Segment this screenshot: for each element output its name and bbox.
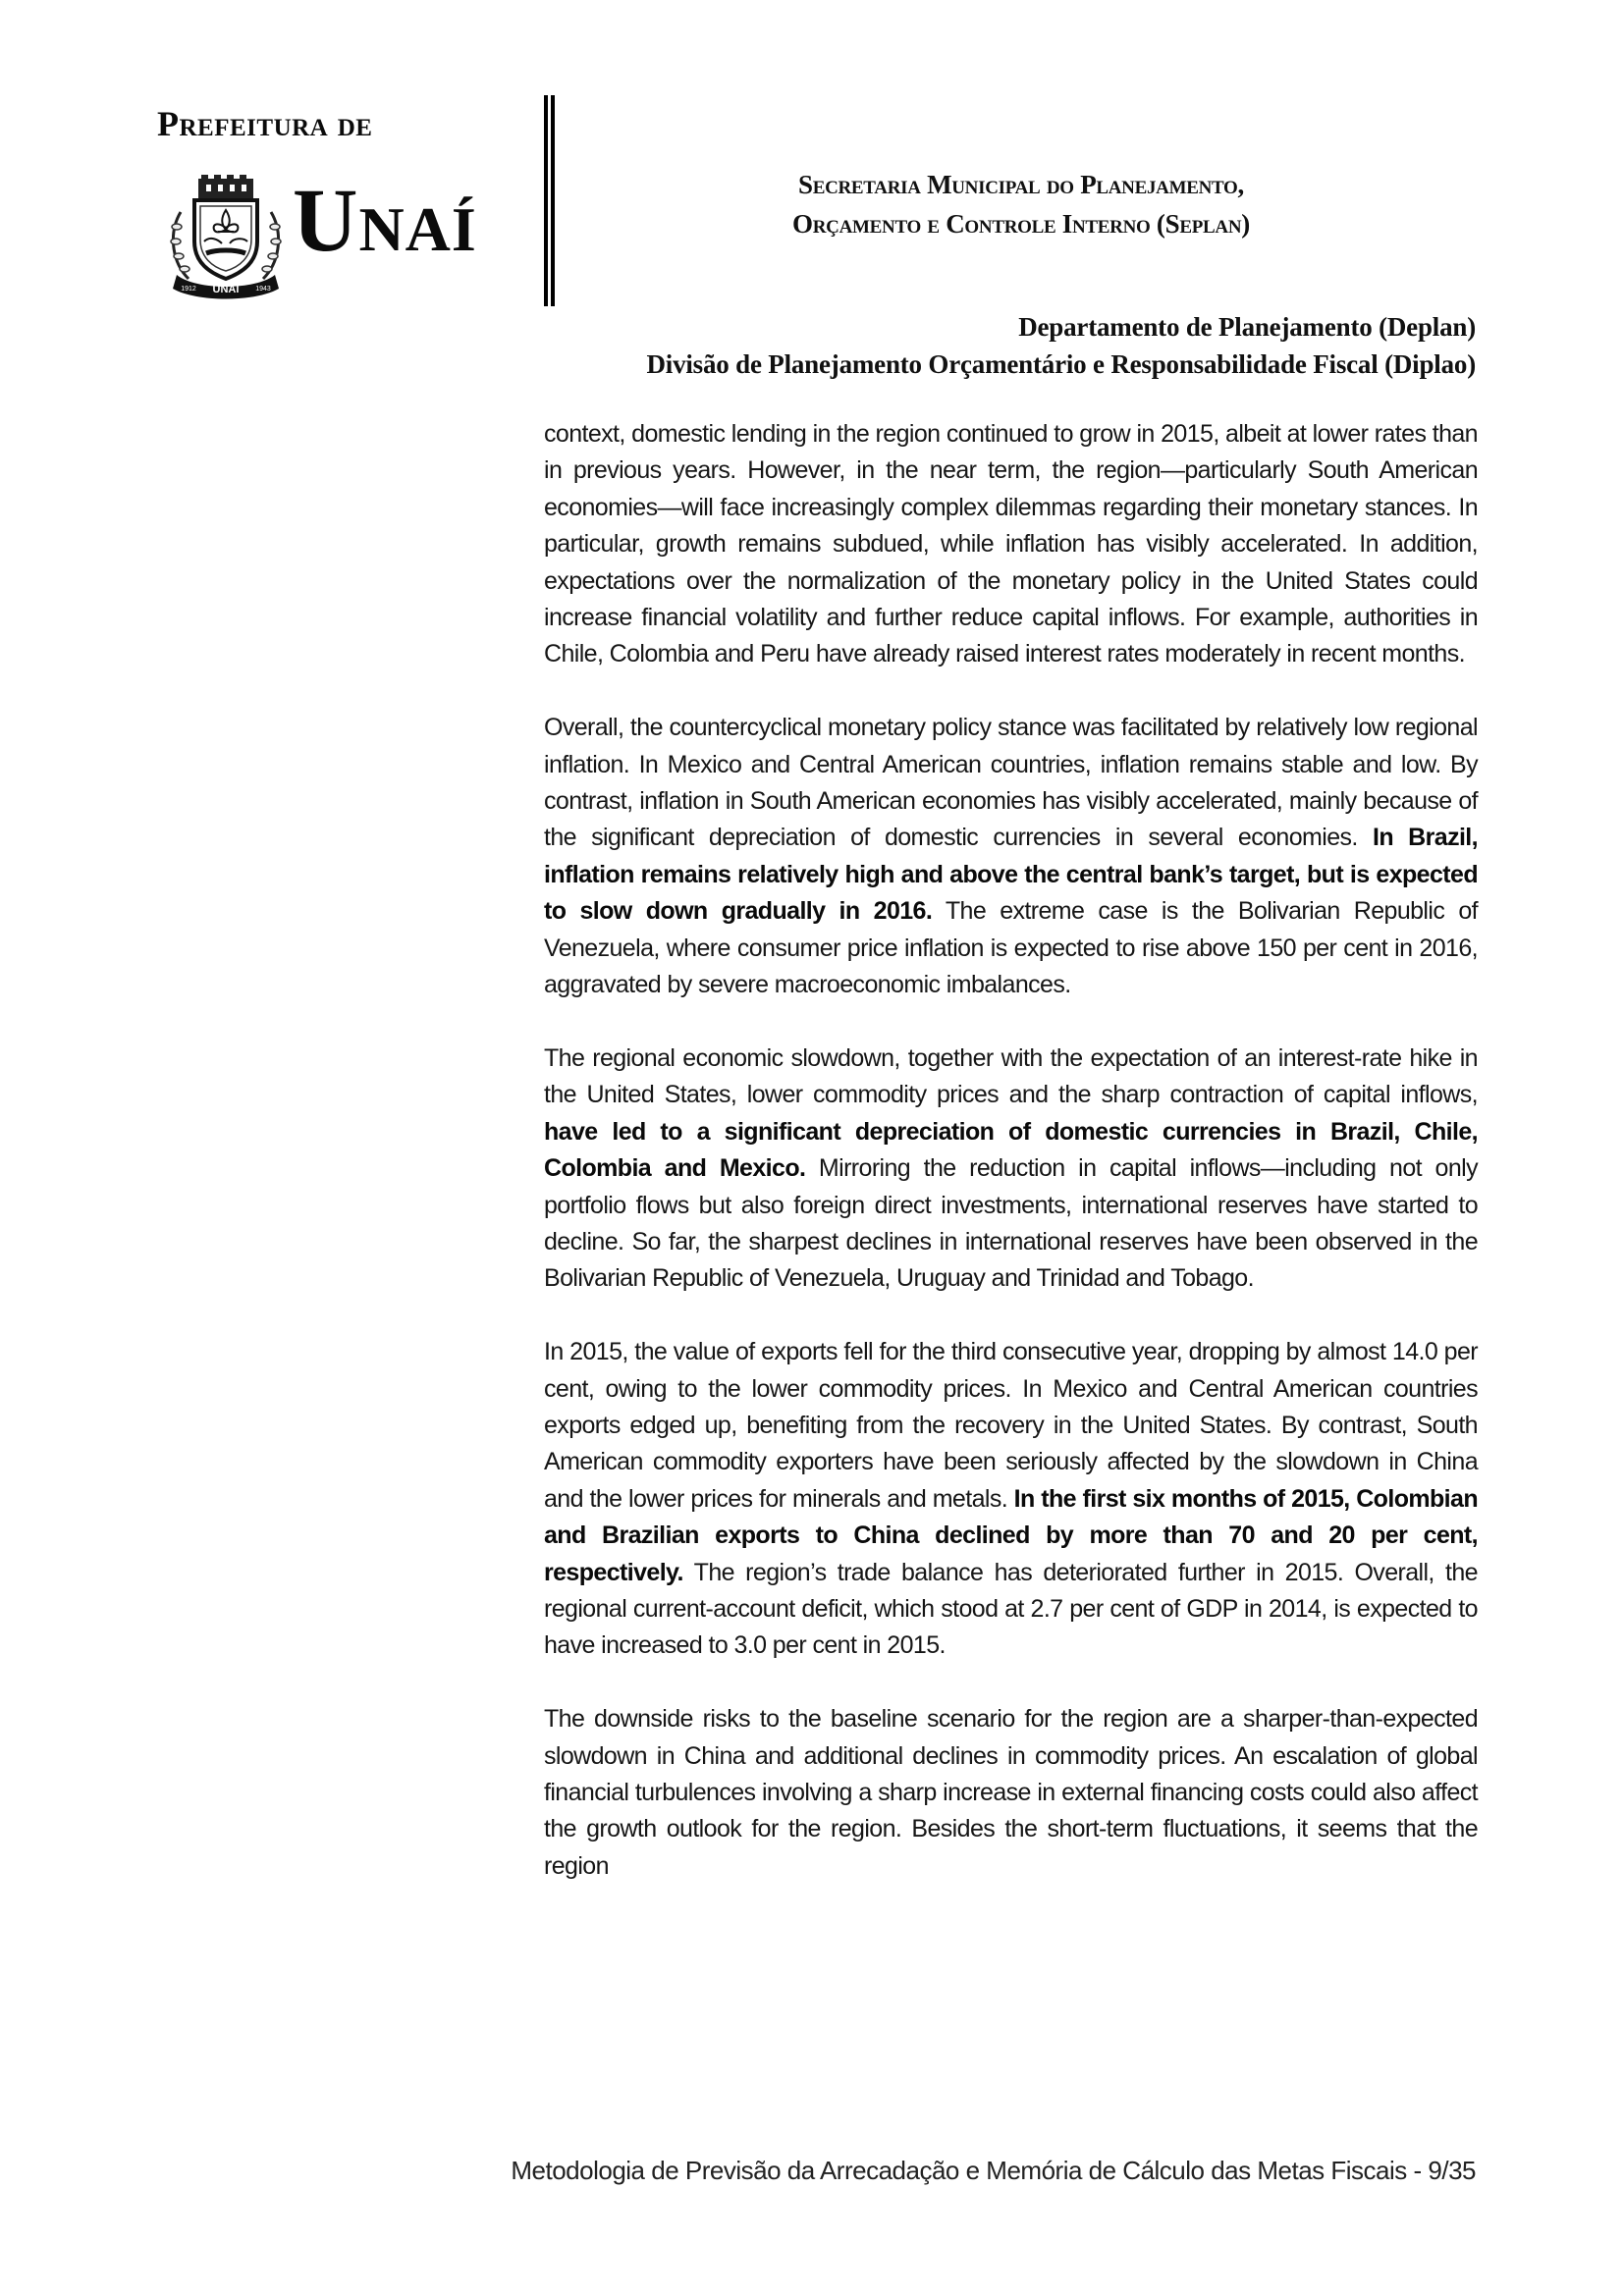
coat-of-arms-icon	[167, 173, 285, 300]
division-name: Divisão de Planejamento Orçamentário e Responsabilidade Fiscal (Diplao)	[646, 349, 1476, 379]
prefeitura-title: Prefeitura de	[157, 104, 373, 143]
paragraph: In 2015, the value of exports fell for the third consecutive year, dropping by almost 14.0 per cent, owing to the lower commodity prices. In Mexico and Central American countries exports edged up, benefiting from the recovery in the United States. By contrast, South American commodity exporters have been seriously affected by the slowdown in China and the lower prices for minerals and metals. In the first six months of 2015, Colombian and Brazilian exports to China declined by more than 70 and 20 per cent, respectively. The region’s trade balance has deteriorated further in 2015. Overall, the regional current-account deficit, which stood at 2.7 per cent of GDP in 2014, is expected to have increased to 3.0 per cent in 2015.	[544, 1338, 1478, 1660]
department-heading	[646, 308, 1476, 383]
body-text	[544, 416, 1478, 1922]
logo-row	[157, 165, 511, 312]
secretaria-heading	[628, 165, 1414, 243]
emphasis: have led to a significant depreciation of domestic currencies in Brazil, Chile, Colombia and Mexico.	[544, 1117, 1478, 1183]
svg-text:1943: 1943	[255, 286, 271, 293]
page-footer: Metodologia de Previsão da Arrecadação e Memória de Cálculo das Metas Fiscais - 9/35	[511, 2156, 1476, 2185]
svg-text:UNAÍ: UNAÍ	[212, 284, 240, 295]
city-name: Unaí	[293, 170, 477, 270]
secretaria-line-1: Secretaria Municipal do Planejamento,	[798, 170, 1244, 199]
paragraph: The regional economic slowdown, together with the expectation of an interest-rate hike in the United States, lower commodity prices and the sharp contraction of capital inflows, have led to a significant depreciation of domestic currencies in Brazil, Chile, Colombia and Mexico. Mirroring the reduction in capital inflows—including not only portfolio flows but also foreign direct investments, international reserves have started to decline. So far, the sharpest declines in international reserves have been observed in the Bolivarian Republic of Venezuela, Uruguay and Trinidad and Tobago.	[544, 1043, 1478, 1293]
paragraph: Overall, the countercyclical monetary policy stance was facilitated by relatively low regional inflation. In Mexico and Central American countries, inflation remains stable and low. By contrast, inflation in South American economies has visibly accelerated, mainly because of the significant depreciation of domestic currencies in several economies. In Brazil, inflation remains relatively high and above the central bank’s target, but is expected to slow down gradually in 2016. The extreme case is the Bolivarian Republic of Venezuela, where consumer price inflation is expected to rise above 150 per cent in 2016, aggravated by severe macroeconomic imbalances.	[544, 714, 1479, 999]
paragraph: context, domestic lending in the region continued to grow in 2015, albeit at lower rates than in previous years. However, in the near term, the region—particularly South American economies—will face increasingly complex dilemmas regarding their monetary stances. In particular, growth remains subdued, while inflation has visibly accelerated. In addition, expectations over the normalization of the monetary policy in the United States could increase financial volatility and further reduce capital inflows. For example, authorities in Chile, Colombia and Peru have already raised interest rates moderately in recent months.	[544, 420, 1478, 668]
emphasis: In Brazil, inflation remains relatively high and above the central bank’s target, but is expected to slow down gradually in 2016.	[544, 824, 1479, 926]
secretaria-line-2: Orçamento e Controle Interno (Seplan)	[792, 209, 1250, 239]
emphasis: In the first six months of 2015, Colombian and Brazilian exports to China declined by more than 70 and 20 per cent, respectively.	[544, 1484, 1478, 1586]
header-double-divider	[544, 95, 555, 306]
paragraph: The downside risks to the baseline scenario for the region are a sharper-than-expected slowdown in China and additional declines in commodity prices. An escalation of global financial turbulences involving a sharp increase in external financing costs could also affect the growth outlook for the region. Besides the short-term fluctuations, it seems that the region	[544, 1705, 1478, 1880]
svg-text:1912: 1912	[181, 286, 196, 293]
municipality-logo-block	[157, 104, 511, 295]
department-name: Departamento de Planejamento (Deplan)	[1018, 312, 1476, 342]
